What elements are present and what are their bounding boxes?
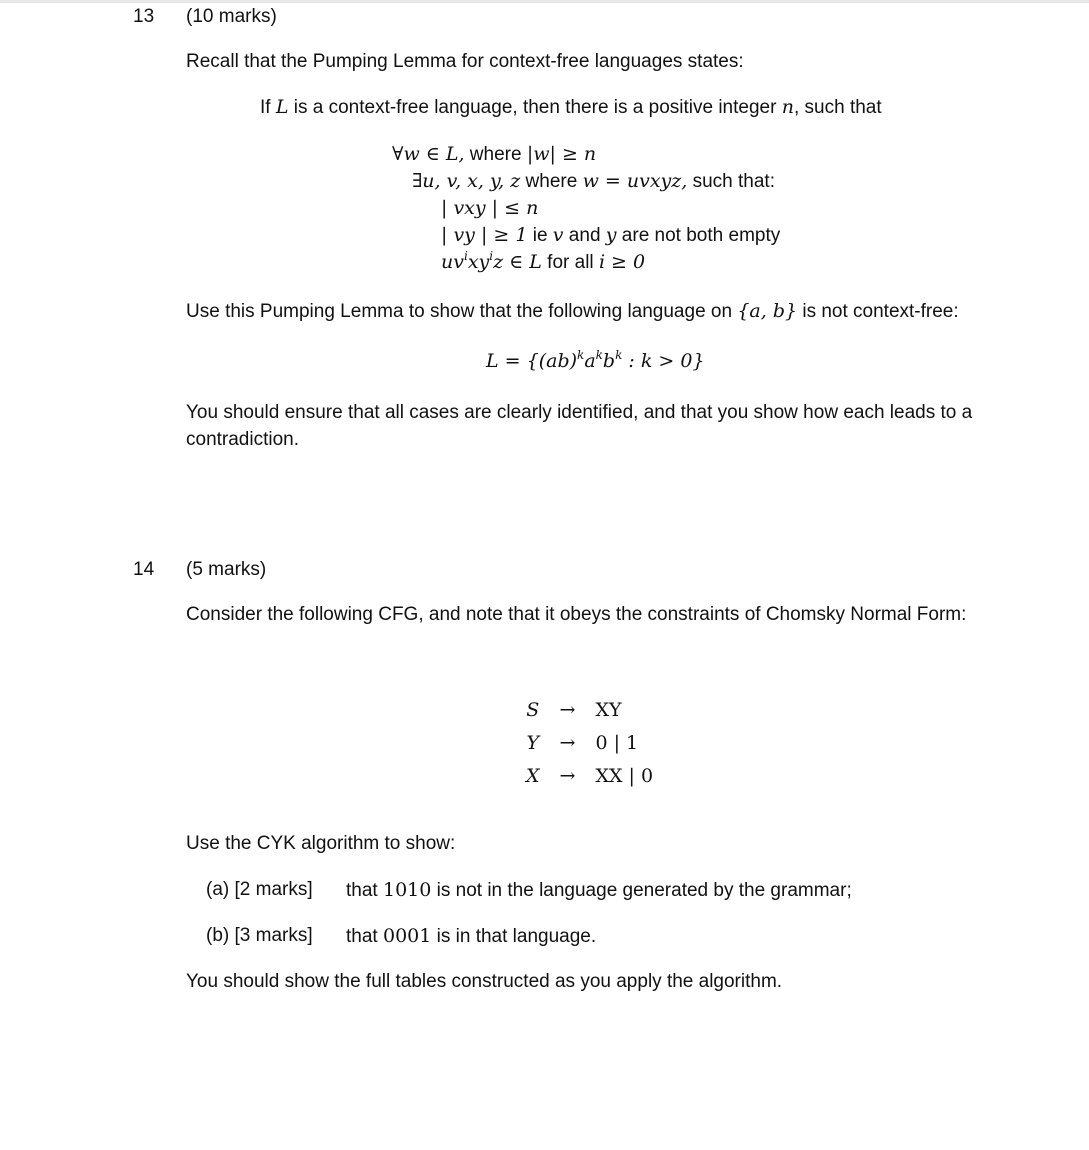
- lemma-condition-3: $uv^ixy^iz$ ∈ L for all i ≥ 0: [441, 249, 646, 273]
- grammar-rules: [516, 694, 663, 793]
- show-tables-instruction: You should show the full tables constructed as you apply the algorithm.: [186, 971, 783, 992]
- lemma-condition-1: | vxy | ≤ n: [441, 197, 539, 219]
- top-border: [0, 0, 1089, 3]
- cyk-instruction: Use the CYK algorithm to show:: [186, 833, 456, 854]
- part-b-text: that 0001 is in that language.: [346, 925, 597, 947]
- question-14-number: 14: [133, 559, 155, 580]
- question-13-task: Use this Pumping Lemma to show that the following language on {a, b} is not context-free:: [186, 300, 959, 322]
- part-b-label: (b) [3 marks]: [206, 925, 313, 946]
- question-13-instructions: You should ensure that all cases are clearly identified, and that you show how each leads to a contradiction.: [186, 402, 973, 450]
- question-14-intro: Consider the following CFG, and note that it obeys the constraints of Chomsky Normal Form:: [186, 604, 967, 625]
- grammar-rule: X → XX | 0: [526, 765, 654, 788]
- question-13-marks: (10 marks): [186, 6, 277, 27]
- lemma-condition-2: | vy | ≥ 1 ie v and y are not both empty: [441, 224, 781, 246]
- lemma-statement: If L is a context-free language, then there is a positive integer n, such that: [260, 96, 882, 118]
- language-definition: $L = \{(ab)^ka^kb^k$ : k > 0}: [486, 348, 705, 372]
- lemma-line-exists: ∃u, v, x, y, z where w = uvxyz, such that:: [412, 170, 775, 192]
- grammar-rule: Y → 0 | 1: [526, 732, 639, 755]
- question-14-marks: (5 marks): [186, 559, 267, 580]
- question-13-intro: Recall that the Pumping Lemma for context-free languages states:: [186, 51, 744, 72]
- lemma-line-forall: ∀w ∈ L, where |w| ≥ n: [392, 143, 597, 165]
- question-13-number: 13: [133, 6, 155, 27]
- part-a-label: (a) [2 marks]: [206, 879, 313, 900]
- part-a-text: that 1010 is not in the language generated by the grammar;: [346, 879, 852, 901]
- grammar-rule: S → XY: [526, 699, 622, 722]
